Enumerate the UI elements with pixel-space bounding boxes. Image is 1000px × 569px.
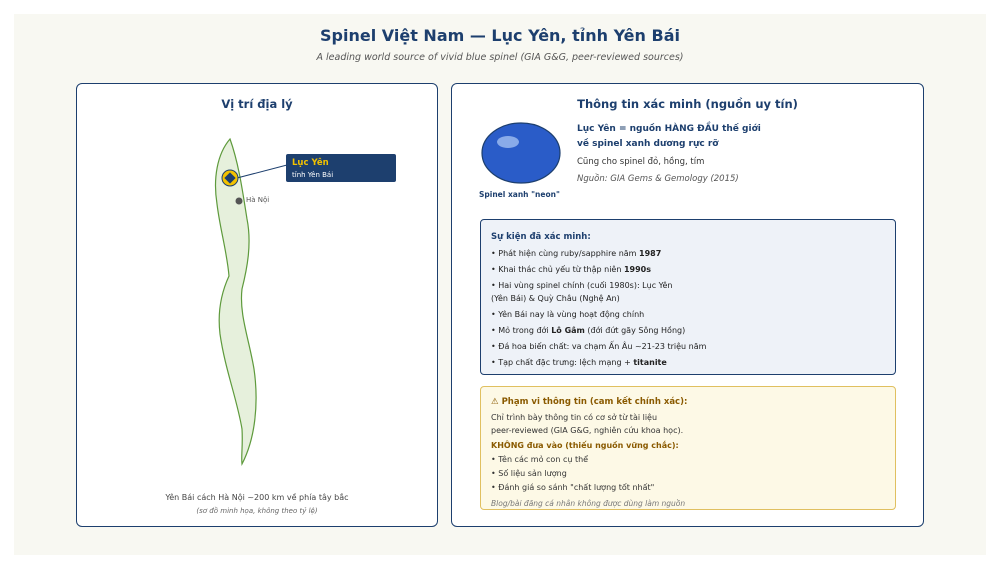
fact-item-geology: • Mỏ trong đới Lô Gâm (đới đứt gãy Sông Hồng) (491, 326, 686, 335)
warning-line-1: Chỉ trình bày thông tin có cơ sở từ tài liệu (491, 413, 658, 422)
page-title: Spinel Việt Nam — Lục Yên, tỉnh Yên Bái (320, 26, 680, 45)
excluded-title: KHÔNG đưa vào (thiếu nguồn vững chắc): (491, 441, 679, 450)
other-colors-note: Cũng cho spinel đỏ, hồng, tím (577, 157, 705, 167)
marker-callout-sublabel: tỉnh Yên Bái (292, 171, 334, 179)
fact-item-regions: • Hai vùng spinel chính (cuối 1980s): Lục Yên (491, 281, 673, 290)
warning-title: ⚠ Phạm vi thông tin (cam kết chính xác): (491, 397, 688, 407)
page-subtitle: A leading world source of vivid blue spinel (GIA G&G, peer-reviewed sources) (316, 52, 684, 63)
vietnam-outline (216, 139, 257, 464)
gem-caption: Spinel xanh "neon" (479, 190, 560, 199)
fact-item-discovery: • Phát hiện cùng ruby/sapphire năm 1987 (491, 249, 662, 258)
hanoi-label: Hà Nội (246, 196, 270, 204)
hanoi-dot (236, 198, 243, 205)
headline-line-1: Lục Yên = nguồn HÀNG ĐẦU thế giới (577, 124, 761, 134)
facts-title: Sự kiện đã xác minh: (491, 232, 591, 242)
excluded-item: • Tên các mỏ con cụ thể (491, 455, 589, 464)
location-panel-title: Vị trí địa lý (221, 97, 293, 111)
fact-item-marble: • Đá hoa biến chất: va chạm Ấn Âu ~21-23 triệu năm (491, 342, 707, 351)
fact-item-inclusions: • Tạp chất đặc trưng: lệch mạng + titanite (491, 358, 667, 367)
fact-item-active-region: • Yên Bái nay là vùng hoạt động chính (491, 310, 645, 319)
marker-callout-label: Lục Yên (292, 158, 329, 168)
fact-item-mining: • Khai thác chủ yếu từ thập niên 1990s (491, 265, 651, 274)
verified-panel-title: Thông tin xác minh (nguồn uy tín) (577, 97, 798, 111)
excluded-item: • Đánh giá so sánh "chất lượng tốt nhất" (491, 483, 655, 492)
marker-leader-line (237, 165, 287, 178)
map-scale-note: (sơ đồ minh họa, không theo tỷ lệ) (196, 507, 318, 515)
vietnam-map (77, 84, 439, 528)
warning-footnote: Blog/bài đăng cá nhân không được dùng làm nguồn (491, 499, 686, 508)
blue-spinel-gem-icon (480, 120, 564, 186)
map-distance-note: Yên Bái cách Hà Nội ~200 km về phía tây bắc (165, 493, 349, 502)
headline-line-2: về spinel xanh dương rực rỡ (577, 139, 719, 149)
fact-item-regions-cont: (Yên Bái) & Quỳ Châu (Nghệ An) (491, 294, 620, 303)
excluded-item: • Số liệu sản lượng (491, 469, 567, 478)
scope-warning-box (480, 386, 896, 510)
source-citation: Nguồn: GIA Gems & Gemology (2015) (577, 174, 739, 184)
warning-line-2: peer-reviewed (GIA G&G, nghiên cứu khoa học). (491, 426, 684, 435)
location-panel (76, 83, 438, 527)
verified-facts-box (480, 219, 896, 375)
verified-info-panel (451, 83, 924, 527)
